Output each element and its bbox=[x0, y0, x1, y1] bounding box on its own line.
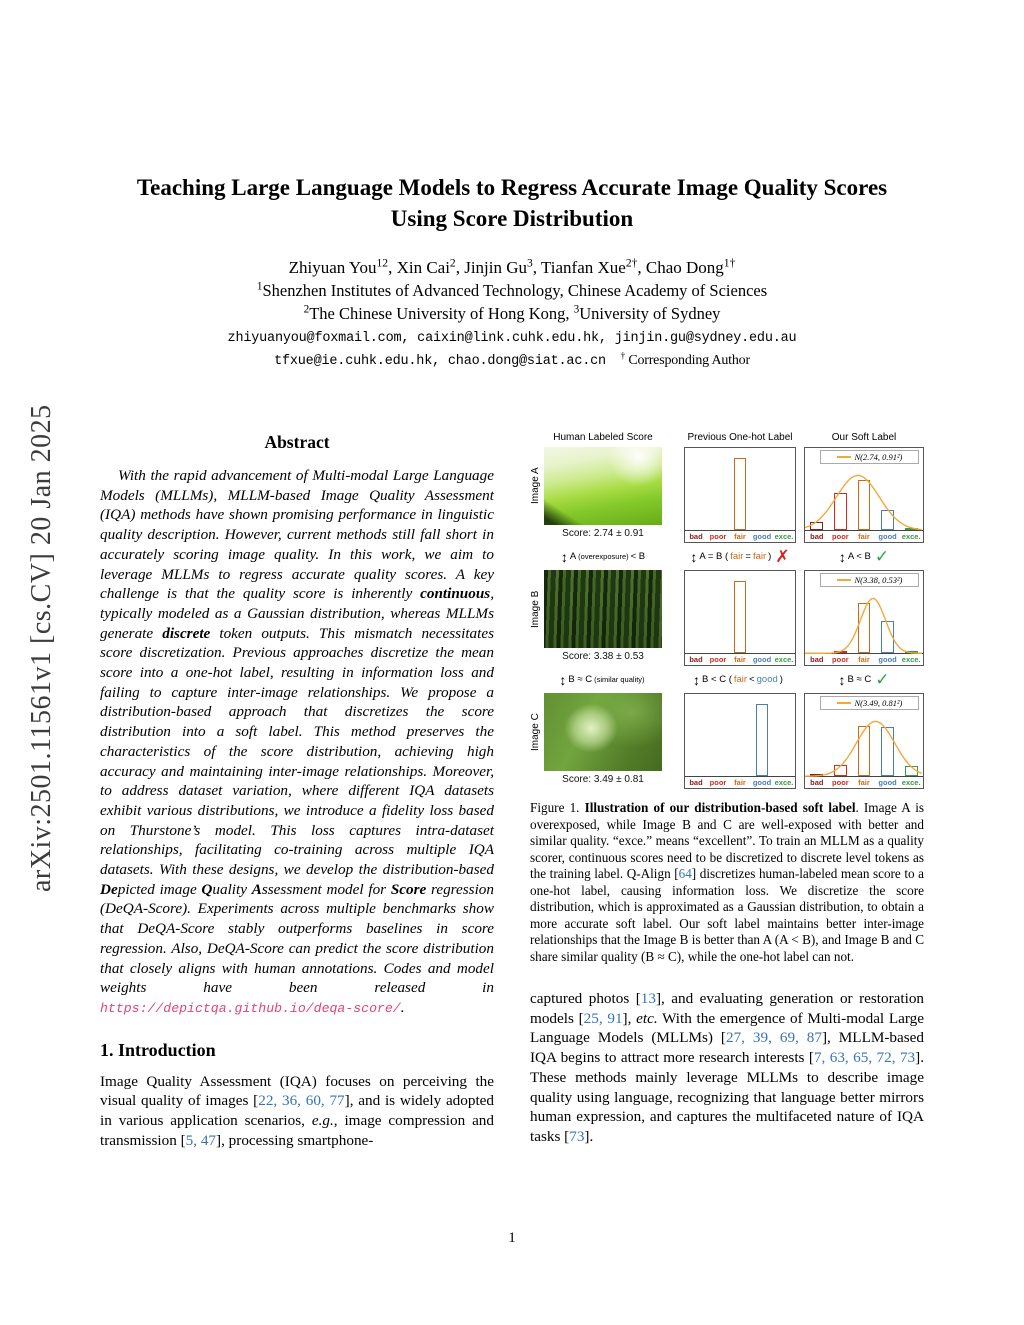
axis-level-label: exce. bbox=[774, 532, 794, 541]
affil-sup: 1 bbox=[256, 280, 263, 293]
body-segment: ], bbox=[622, 1009, 637, 1027]
affil-sup: 3 bbox=[573, 303, 580, 316]
axis-level-label: poor bbox=[832, 778, 849, 787]
author-sup: 12 bbox=[376, 256, 389, 270]
axis-level-label: bad bbox=[810, 532, 824, 541]
abstract-segment: . bbox=[400, 998, 405, 1016]
intro-emph: e.g. bbox=[311, 1112, 334, 1130]
intro-segment: , image compression and transmission [ bbox=[100, 1112, 494, 1149]
onehot-histogram-a bbox=[684, 447, 796, 543]
human-comparison-1 bbox=[530, 549, 676, 565]
cmp-text: = bbox=[745, 551, 751, 562]
caption-bold: Illustration of our distribution-based soft label bbox=[584, 800, 856, 815]
citation-link[interactable]: 13 bbox=[640, 990, 656, 1007]
cmp-text-small: (overexposure) bbox=[578, 552, 629, 561]
emails-line1: zhiyuanyou@foxmail.com, caixin@link.cuhk.edu.hk, jinjin.gu@sydney.edu.au bbox=[227, 331, 797, 346]
abstract-text bbox=[100, 466, 494, 1019]
axis-level-label: good bbox=[878, 655, 897, 664]
intro-segment: ], processing smartphone- bbox=[216, 1131, 374, 1149]
axis-level-label: poor bbox=[709, 532, 727, 541]
figure-column-headers bbox=[530, 432, 924, 443]
axis-level-label: fair bbox=[734, 778, 746, 787]
header-our-soft-label: Our Soft Label bbox=[831, 432, 897, 443]
gaussian-label: N(3.38, 0.53²) bbox=[854, 575, 903, 585]
axis-level-label: bad bbox=[689, 778, 703, 787]
updown-arrow-icon: ↕ bbox=[838, 671, 846, 688]
soft-histogram-c bbox=[804, 693, 924, 789]
curve-swatch-icon bbox=[837, 702, 851, 704]
citation-link[interactable]: 22, 36, 60, 77 bbox=[258, 1092, 345, 1110]
body-segment: With the emergence of Multi-modal Large Language Models (MLLMs) [ bbox=[530, 1009, 925, 1047]
curve-swatch-icon bbox=[837, 579, 851, 581]
body-segment: captured photos [ bbox=[530, 990, 641, 1007]
author-sup: 2† bbox=[625, 256, 638, 270]
body-segment: ], MLLM-based IQA begins to attract more research interests [ bbox=[530, 1029, 924, 1067]
soft-comparison-1 bbox=[804, 548, 924, 565]
axis-level-label: fair bbox=[858, 778, 870, 787]
corresponding-text: Corresponding Author bbox=[625, 353, 750, 368]
dagger-sup: † bbox=[620, 351, 626, 362]
affiliation-line2 bbox=[0, 304, 1024, 324]
cmp-text: B ≈ C bbox=[568, 674, 593, 685]
gaussian-legend-c bbox=[820, 696, 919, 710]
gaussian-label: N(3.49, 0.81²) bbox=[854, 698, 903, 708]
axis-level-label: bad bbox=[810, 655, 824, 664]
cmp-text: ) bbox=[768, 551, 772, 562]
cmp-text: ) bbox=[779, 674, 783, 685]
axis-level-label: fair bbox=[858, 655, 870, 664]
cmp-text-small: (similar quality) bbox=[594, 675, 645, 684]
cmp-text: < B bbox=[630, 551, 646, 562]
cmp-text: B ≈ C bbox=[847, 674, 872, 685]
human-comparison-2 bbox=[530, 672, 676, 688]
figure-row-image-b bbox=[530, 570, 924, 666]
cmp-text: A bbox=[569, 551, 577, 562]
image-c-cell bbox=[530, 693, 676, 785]
caption-segment: . Image A is overexposed, while Image B and C are well-exposed with better and similar quality. “exce.” means “excellent”. To train an MLLM as a quality scorer, continuous scores need to be discretized to discrete level tokens as the training label. Q-Align [ bbox=[530, 800, 924, 881]
hist-bar bbox=[834, 493, 847, 531]
level-axis bbox=[685, 776, 795, 788]
affil-text: The Chinese University of Hong Kong, bbox=[309, 304, 574, 323]
soft-histogram-b bbox=[804, 570, 924, 666]
onehot-comparison-1 bbox=[684, 548, 796, 565]
hist-bar bbox=[834, 765, 847, 776]
hist-bar bbox=[734, 458, 746, 530]
abstract-segment: regression (DeQA-Score). Experiments across multiple benchmarks show that DeQA-Score stably outperforms baselines in score regression. Also, DeQA-Score can predict the score distribution that closely aligns with human annotations. Codes and model weights have been released in bbox=[100, 880, 494, 997]
abstract-segment: picted image bbox=[117, 880, 202, 898]
abstract-bold: Q bbox=[201, 880, 213, 898]
abstract-bold: discrete bbox=[162, 624, 211, 642]
project-url-link[interactable]: https://depictqa.github.io/deqa-score/ bbox=[100, 1000, 401, 1016]
paper-title-line1: Teaching Large Language Models to Regress Accurate Image Quality Scores bbox=[136, 175, 888, 200]
affiliation-line1 bbox=[0, 281, 1024, 301]
body-segment: ], and evaluating generation or restoration models [ bbox=[530, 990, 925, 1027]
cmp-text: A < B bbox=[847, 551, 871, 562]
level-axis bbox=[805, 776, 923, 788]
axis-level-label: poor bbox=[709, 655, 727, 664]
axis-level-label: exce. bbox=[774, 655, 794, 664]
author-sup: 2 bbox=[449, 256, 456, 270]
axis-level-label: good bbox=[752, 532, 772, 541]
soft-histogram-a bbox=[804, 447, 924, 543]
axis-level-label: fair bbox=[734, 532, 746, 541]
image-c-column bbox=[544, 693, 662, 785]
abstract-segment: , typically modeled as a Gaussian distribution, whereas MLLMs generate bbox=[100, 585, 494, 642]
comparison-row-1 bbox=[530, 544, 924, 569]
image-a-score: Score: 2.74 ± 0.91 bbox=[562, 528, 644, 539]
axis-level-label: good bbox=[752, 655, 772, 664]
level-axis bbox=[685, 653, 795, 665]
abstract-segment: token outputs. This mismatch necessitates score discretization. Previous approaches discretize the mean score into a one-hot label, resulting in information loss and failing to capture inter-image relationships. We propose a distribution-based approach that discretizes the score distribution into a soft label. This method preserves the characteristics of the score distribution, achieving high accuracy and maintaining inter-image relationships. Moreover, to address dataset variation, where different IQA datasets exhibit various distributions, we introduce a fidelity loss based on Thurstone’s model. This loss captures intra-dataset relationships, facilitating co-training across multiple IQA datasets. With these designs, we develop the distribution-based bbox=[100, 624, 494, 879]
cmp-text: < bbox=[749, 674, 755, 685]
author-name: Zhiyuan You bbox=[288, 258, 377, 277]
check-mark-icon: ✓ bbox=[875, 670, 890, 689]
paper-title-line2: Using Score Distribution bbox=[390, 206, 634, 231]
affil-text: Shenzhen Institutes of Advanced Technology, Chinese Academy of Sciences bbox=[262, 281, 768, 300]
image-c-score: Score: 3.49 ± 0.81 bbox=[562, 774, 644, 785]
abstract-bold: continuous bbox=[420, 585, 491, 603]
cmp-text: A = B ( bbox=[699, 551, 729, 562]
comparison-row-2 bbox=[530, 667, 924, 692]
body-segment: ]. These methods mainly leverage MLLMs to describe image quality using language, recognizing that language better mirrors human expression, and captures the multifaceted nature of IQA tasks [ bbox=[530, 1049, 924, 1145]
author-sup: 3 bbox=[527, 256, 533, 270]
hist-bar bbox=[756, 704, 768, 776]
citation-link[interactable]: 5, 47 bbox=[185, 1131, 217, 1149]
axis-level-label: exce. bbox=[901, 532, 921, 541]
abstract-bold: De bbox=[100, 880, 118, 898]
figure-1-caption bbox=[530, 800, 924, 965]
cmp-text: B < C ( bbox=[702, 674, 732, 685]
hist-bar bbox=[810, 522, 823, 531]
cmp-level-word: fair bbox=[730, 551, 744, 562]
hist-bar bbox=[905, 766, 918, 777]
image-a-column bbox=[544, 447, 662, 539]
right-column bbox=[530, 432, 924, 1151]
abstract-segment: ssessment model for bbox=[261, 880, 391, 898]
hist-bar bbox=[881, 727, 894, 776]
author-list bbox=[0, 258, 1024, 278]
image-c-photo bbox=[544, 693, 662, 771]
body-segment: ]. bbox=[584, 1127, 594, 1145]
header-previous-onehot-label: Previous One-hot Label bbox=[687, 432, 793, 443]
axis-level-label: exce. bbox=[774, 778, 794, 787]
hist-bar bbox=[734, 581, 746, 653]
axis-level-label: good bbox=[878, 532, 897, 541]
level-axis bbox=[685, 530, 795, 542]
citation-link[interactable]: 64 bbox=[678, 866, 692, 881]
abstract-bold: Score bbox=[390, 880, 427, 898]
header-human-labeled-score: Human Labeled Score bbox=[553, 432, 653, 443]
hist-bar bbox=[881, 510, 894, 530]
axis-level-label: poor bbox=[709, 778, 727, 787]
onehot-comparison-2 bbox=[684, 672, 796, 688]
citation-link[interactable]: 25, 91 bbox=[583, 1009, 623, 1027]
intro-segment: Image Quality Assessment (IQA) focuses on perceiving the visual quality of images [ bbox=[100, 1072, 494, 1110]
image-b-cell bbox=[530, 570, 676, 662]
author-name: , Tianfan Xue bbox=[532, 258, 626, 277]
abstract-bold: A bbox=[251, 880, 262, 898]
image-b-score: Score: 3.38 ± 0.53 bbox=[562, 651, 644, 662]
onehot-histogram-c bbox=[684, 693, 796, 789]
axis-level-label: bad bbox=[810, 778, 824, 787]
image-a-cell bbox=[530, 447, 676, 539]
figure-1 bbox=[530, 432, 924, 789]
author-sup: 1† bbox=[723, 256, 736, 270]
gaussian-legend-a bbox=[820, 450, 919, 464]
image-b-photo bbox=[544, 570, 662, 648]
hist-bar bbox=[858, 726, 871, 776]
cmp-level-word: fair bbox=[733, 674, 748, 685]
check-mark-icon: ✓ bbox=[874, 547, 890, 566]
axis-level-label: bad bbox=[689, 655, 703, 664]
figure-row-image-a bbox=[530, 447, 924, 543]
gaussian-legend-b bbox=[820, 573, 919, 587]
soft-comparison-2 bbox=[804, 671, 924, 688]
abstract-segment: uality bbox=[212, 880, 252, 898]
citation-link[interactable]: 73 bbox=[569, 1127, 585, 1145]
curve-swatch-icon bbox=[837, 456, 851, 458]
affil-sup: 2 bbox=[303, 303, 310, 316]
updown-arrow-icon: ↕ bbox=[693, 671, 701, 688]
axis-level-label: poor bbox=[832, 532, 849, 541]
citation-link[interactable]: 27, 39, 69, 87 bbox=[725, 1029, 822, 1047]
axis-level-label: good bbox=[752, 778, 772, 787]
axis-level-label: fair bbox=[734, 655, 746, 664]
corresponding-author-note bbox=[614, 353, 750, 368]
author-name: , Chao Dong bbox=[637, 258, 724, 277]
paper-header bbox=[0, 172, 1024, 369]
intro-paragraph-continued bbox=[530, 989, 924, 1147]
hist-bar bbox=[858, 603, 871, 653]
updown-arrow-icon: ↕ bbox=[838, 548, 846, 565]
affil-text: University of Sydney bbox=[579, 304, 721, 323]
author-name: , Jinjin Gu bbox=[455, 258, 528, 277]
left-column bbox=[100, 432, 494, 1151]
axis-level-label: exce. bbox=[901, 778, 921, 787]
intro-paragraph bbox=[100, 1072, 494, 1151]
gaussian-label: N(2.74, 0.91²) bbox=[854, 452, 903, 462]
updown-arrow-icon: ↕ bbox=[559, 671, 567, 688]
image-b-column bbox=[544, 570, 662, 662]
arxiv-watermark: arXiv:2501.11561v1 [cs.CV] 20 Jan 2025 bbox=[26, 404, 57, 892]
emails-line2 bbox=[0, 353, 1024, 369]
page-number: 1 bbox=[508, 1230, 516, 1246]
caption-segment: Figure 1. bbox=[530, 800, 585, 815]
image-b-label: Image B bbox=[530, 590, 541, 628]
onehot-histogram-b bbox=[684, 570, 796, 666]
body-emph: etc. bbox=[636, 1009, 658, 1027]
author-name: , Xin Cai bbox=[388, 258, 450, 277]
level-axis bbox=[805, 653, 923, 665]
axis-level-label: exce. bbox=[901, 655, 921, 664]
axis-level-label: fair bbox=[858, 532, 870, 541]
axis-level-label: bad bbox=[689, 532, 703, 541]
image-c-label: Image C bbox=[530, 713, 541, 751]
level-axis bbox=[805, 530, 923, 542]
hist-bar bbox=[858, 480, 871, 530]
cmp-level-word: fair bbox=[752, 551, 767, 562]
updown-arrow-icon: ↕ bbox=[690, 548, 698, 565]
citation-link[interactable]: 7, 63, 65, 72, 73 bbox=[813, 1049, 916, 1067]
section-heading-introduction: 1. Introduction bbox=[100, 1039, 216, 1060]
updown-arrow-icon: ↕ bbox=[560, 548, 568, 565]
image-a-label: Image A bbox=[530, 467, 541, 505]
emails-text: tfxue@ie.cuhk.edu.hk, chao.dong@siat.ac.cn bbox=[274, 354, 606, 369]
axis-level-label: good bbox=[878, 778, 897, 787]
caption-segment: ] discretizes human-labeled mean score to a one-hot label, causing information loss. We discretize the score distribution, which is approximated as a Gaussian distribution, to obtain a more accurate soft label. Our soft label maintains better inter-image relationships that the Image B is better than A (A < B), and Image B and C share similar quality (B ≈ C), while the one-hot label can not. bbox=[530, 866, 924, 964]
cross-mark-icon: ✗ bbox=[775, 547, 790, 566]
figure-row-image-c bbox=[530, 693, 924, 789]
hist-bar bbox=[881, 621, 894, 654]
cmp-level-word: good bbox=[756, 674, 778, 685]
image-a-photo bbox=[544, 447, 662, 525]
abstract-heading: Abstract bbox=[264, 432, 330, 452]
abstract-segment: With the rapid advancement of Multi-modal Large Language Models (MLLMs), MLLM-based Image Quality Assessment (IQA) methods have shown promising performance in linguistic quality description. However, current methods still fall short in accurately scoring image quality. In this work, we aim to leverage MLLMs to regress accurate quality scores. A key challenge is that the quality score is inherently bbox=[100, 467, 494, 603]
intro-segment: ], and is widely adopted in various application scenarios, bbox=[100, 1092, 495, 1130]
axis-level-label: poor bbox=[832, 655, 849, 664]
two-column-body bbox=[100, 432, 924, 1151]
